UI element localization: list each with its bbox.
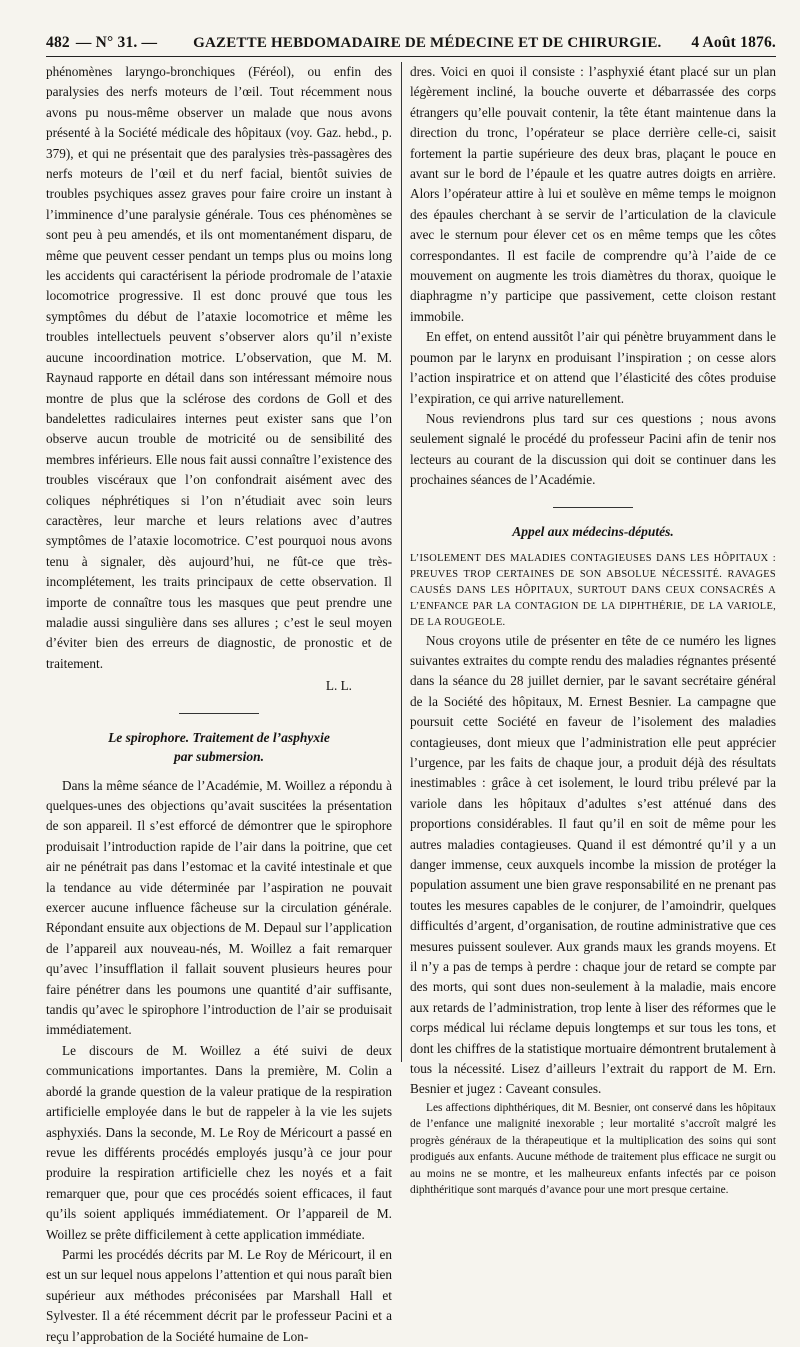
- section-title-line-2: par submersion.: [173, 748, 265, 764]
- right-column: [410, 62, 776, 1196]
- page-number: 482: [46, 34, 70, 51]
- article-paragraph: Le discours de M. Woillez a été suivi de deux communications importantes. Dans la première, M. Colin a abordé la grande question de la valeur pratique de la respiration artificielle employée dans le but de rappeler à la vie les sujets asphyxiés. Dans la seconde, M. Le Roy de Méricourt a passé en revue les différents procédés employés jusqu’à ce jour pour produire la respiration artificielle chez les noyés et a fait remarquer que, pour que ces procédés soient efficaces, il faut qu’ils soient appliqués immédiatement. Or l’appareil de M. Woillez se prête difficilement à cette application immédiate.: [46, 1042, 392, 1242]
- journal-title: GAZETTE HEBDOMADAIRE DE MÉDECINE ET DE CHIRURGIE.: [193, 34, 662, 51]
- issue-date: 4 Août 1876.: [691, 34, 776, 51]
- section-title-appel: Appel aux médecins-députés.: [512, 523, 674, 539]
- running-header: [46, 30, 776, 57]
- section-title-line-1: Le spirophore. Traitement de l’asphyxie: [108, 729, 330, 745]
- section-title-spirophore: [46, 728, 392, 766]
- article-paragraph: En effet, on entend aussitôt l’air qui pénètre bruyamment dans le poumon par le larynx en produisant l’inspiration ; on cesse alors l’action inspiratrice et on attend que l’élasticité des côtes produise l’expiration, ce qui arrive naturellement.: [410, 329, 776, 406]
- section-divider: [553, 507, 633, 508]
- issue-number: — N° 31. —: [75, 34, 158, 51]
- quoted-report-paragraph: Les affections diphthériques, dit M. Besnier, ont conservé dans les hôpitaux de l’enfance une malignité inexorable ; leur mortalité s’accroît malgré les progrès généraux de la thérapeutique et la multiplication des soins qui sont prodigués aux enfants. Aucune méthode de traitement plus efficace ne surgit ou au moins ne se montre, et les malheureux enfants infectés par ce poison diphthéritique sont marqués d’avance pour une mort presque certaine.: [410, 1101, 776, 1196]
- section-divider: [179, 713, 259, 714]
- article-paragraph: Parmi les procédés décrits par M. Le Roy de Méricourt, il en est un sur lequel nous appelons l’attention et qui nous paraît bien supérieur aux méthodes préconisées par Marshall Hall et Sylvester. Il a été récemment décrit par le professeur Pacini et a reçu l’approbation de la Société humaine de Lon-: [46, 1246, 392, 1344]
- article-paragraph: Nous croyons utile de présenter en tête de ce numéro les lignes suivantes extraites du compte rendu des maladies régnantes présenté dans la séance du 28 juillet dernier, par le savant secrétaire général de la Société des hôpitaux, M. Ernest Besnier. La campagne que poursuit cette Société en faveur de l’isolement des maladies contagieuses, dont mieux que l’administration elle peut apprécier l’urgence, par les faits de chaque jour, a produit déjà des résultats inestimables : grâce à cet isolement, le lourd tribu prélevé par la variole dans les hôpitaux d’adultes s’est atténué dans des proportions considérables. Il faut qu’il en soit de même pour les autres maladies contagieuses. Quand il est démontré qu’il y a un danger immense, ceux auxquels incombe la mission de protéger la population assument une bien grave responsabilité en ne prenant pas toutes les mesures capables de le conjurer, de l’amoindrir, quelques difficultés d’argent, d’organisation, de routine administrative que ces mesures puissent soulever. Aux grands maux les grands moyens. Et il n’y a pas de temps à perdre : chaque jour de retard se compte par des morts, qui sont dues non-seulement à la maladie, mais encore aux retards de l’administration, trop lente à liser des réformes que le corps médical lui réclame depuis longtemps et sur tous les tons, et dont les chiffres de la statistique mortuaire démontrent brutalement à tous la nécessité. Lisez d’ailleurs l’extrait du rapport de M. Ern. Besnier et jugez : Caveant consules.: [410, 632, 776, 1097]
- article-paragraph: phénomènes laryngo-bronchiques (Féréol), ou enfin des paralysies des nerfs moteurs de l’œil. Tout récemment nous avons pu nous-même observer un malade que nous avons présenté à la Société médicale des hôpitaux (voy. Gaz. hebd., p. 379), et qui ne présentait que des paralysies très-passagères des nerfs moteurs de l’œil et du nerf facial, bientôt suivies de troubles psychiques assez graves pour faire croire un instant à l’imminence d’une paralysie générale. Tous ces phénomènes se sont peu à peu amendés, et ils ont momentanément disparu, de même que peuvent cesser pendant un temps plus ou moins long les accidents qui caractérisent la période prodromale de l’ataxie locomotrice progressive. Il est donc prouvé que tous les symptômes du début de l’ataxie locomotrice et même les troubles intellectuels peuvent s’observer alors qu’il n’existe aucune incoordination motrice. L’observation, que M. M. Raynaud rapporte en détail dans son intéressant mémoire nous montre de plus que la sclérose des cordons de Goll et des bandelettes radiculaires internes peut exister sans que l’on observe aucun trouble de motricité ou de sensibilité des membres inférieurs. Elle nous fait aussi connaître l’existence des troubles viscéraux que l’on confondrait aisément avec des coliques néphrétiques si l’on n’étudiait avec soin leurs caractères, leur marche et leurs relations avec d’autres symptômes de l’ataxie locomotrice. C’est pourquoi nous avons tenu à signaler, dès aujourd’hui, ne fût-ce que très-incomplétement, les traits principaux de cette observation. Il importe de connaître tous les masques que peut prendre une maladie aussi singulière dans ses allures ; c’est le seul moyen d’éviter bien des erreurs de diagnostic, de pronostic et de traitement.: [46, 64, 392, 671]
- section-subtitle: L’ISOLEMENT DES MALADIES CONTAGIEUSES DANS LES HÔPITAUX : PREUVES TROP CERTAINES DE SON ABSOLUE NÉCESSITÉ. RAVAGES CAUSÉS DANS LES HÔPITAUX, SURTOUT DANS CEUX CONSACRÉS A L’ENFANCE PAR LA CONTAGION DE LA DIPHTHÉRIE, DE LA VARIOLE, DE LA ROUGEOLE.: [410, 552, 776, 628]
- article-signature: L. L.: [325, 678, 352, 694]
- left-column: [46, 62, 392, 1344]
- article-paragraph: Dans la même séance de l’Académie, M. Woillez a répondu à quelques-unes des objections qu’avait suscitées la présentation de son appareil. Il s’est efforcé de démontrer que le spirophore produisait l’introduction rapide de l’air dans la poitrine, que cet air ne pénétrait pas dans l’estomac et la cavité intestinale et que la tendance au vide déterminée par l’aspiration ne pouvait exercer aucune influence fâcheuse sur la circulation générale. Répondant ensuite aux objections de M. Depaul sur l’application de l’appareil aux nouveau-nés, M. Woillez a fait remarquer qu’avec l’insufflation il fallait souvent plusieurs heures pour faire pénétrer dans les poumons une quantité d’air suffisante, tandis qu’avec le spirophore l’introduction de l’air se produisait immédiatement.: [46, 777, 392, 1038]
- article-paragraph: dres. Voici en quoi il consiste : l’asphyxié étant placé sur un plan légèrement incliné, la bouche ouverte et débarrassée des corps étrangers qu’elle pouvait contenir, la tête étant maintenue dans la direction du tronc, l’opérateur se place derrière celle-ci, saisit fortement la partie supérieure des deux bras, plaçant le pouce en avant sur le bord de l’épaule et les quatre autres doigts en arrière. Alors l’opérateur attire à lui et soulève en même temps le moignon des épaules cherchant à se servir de l’articulation de la clavicule avec le sternum pour élever cet os en même temps que les côtes correspondantes. Il est facile de comprendre qu’à l’aide de ce mouvement on augmente les trois diamètres du thorax, quoique le diaphragme n’y participe que passivement, cette cloison restant immobile.: [410, 64, 776, 324]
- article-paragraph: Nous reviendrons plus tard sur ces questions ; nous avons seulement signalé le procédé du professeur Pacini afin de tenir nos lecteurs au courant de la discussion qui doit se continuer dans les prochaines séances de l’Académie.: [410, 410, 776, 488]
- column-divider: [401, 62, 402, 1062]
